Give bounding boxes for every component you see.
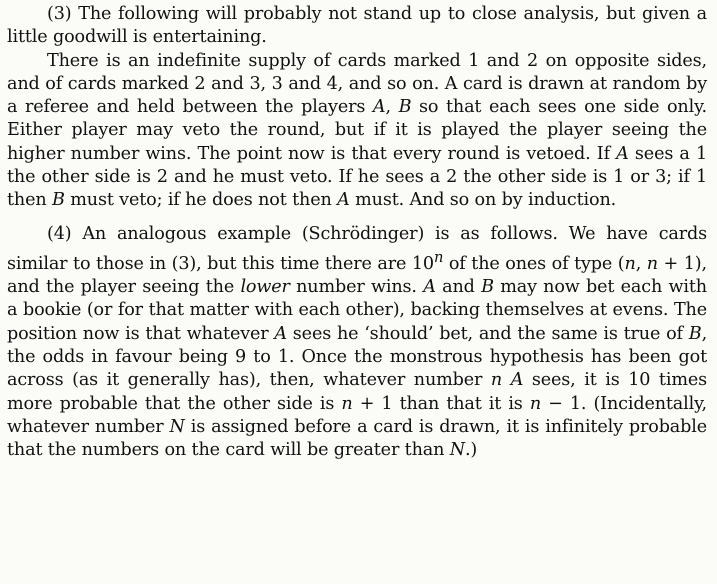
text-run: sees, it is 10 times more probable that the other side is bbox=[7, 370, 707, 414]
italic-math: B bbox=[481, 277, 494, 298]
italic-math: A bbox=[274, 323, 287, 344]
text-run: may now bet each with a bookie (or for that matter with each other), backing themselves at evens. The position now is that whatever bbox=[7, 277, 707, 344]
text-run: and bbox=[435, 277, 482, 298]
italic-math: A bbox=[616, 143, 629, 164]
italic-math: A bbox=[423, 277, 436, 298]
text-run: , bbox=[635, 253, 647, 274]
paragraph-4-body bbox=[7, 223, 707, 463]
italic-math: B bbox=[398, 97, 412, 118]
italic-math: n bbox=[624, 253, 636, 274]
italic-math: N bbox=[449, 440, 465, 461]
italic-math: A bbox=[337, 190, 350, 211]
text-run: − 1. (Incidentally, whatever number bbox=[7, 393, 707, 437]
text-run: .) bbox=[464, 440, 478, 461]
italic-math: n bbox=[341, 393, 353, 414]
paragraph-3-body bbox=[7, 50, 707, 213]
text-run: is assigned before a card is drawn, it is infinitely probable that the numbers on the card will be greater than bbox=[7, 416, 707, 461]
text-run: There is an indefinite supply of cards marked 1 and 2 on opposite sides, and of cards marked 2 and 3, 3 and 4, and so on. A card is drawn at random by a referee and held between the players bbox=[7, 50, 707, 118]
text-run: sees a 1 the other side is 2 and he must veto. If he sees a 2 the other side is 1 or 3; if 1 then bbox=[7, 143, 707, 211]
text-run: , the odds in favour being 9 to 1. Once the monstrous hypothesis has been got across (as it generally has), then, whatever number bbox=[7, 323, 708, 391]
italic-math: N bbox=[169, 416, 185, 437]
italic-math: A bbox=[372, 97, 386, 118]
superscript-exponent: n bbox=[433, 248, 444, 266]
text-run: must veto; if he does not then bbox=[64, 190, 338, 211]
text-run bbox=[502, 370, 511, 390]
paragraph-3-intro bbox=[7, 3, 707, 50]
text-run: so that each sees one side only. Either player may veto the round, but if it is played the player seeing the higher number wins. The point now is that every round is vetoed. If bbox=[7, 97, 707, 164]
italic-math: A bbox=[510, 370, 524, 391]
text-run: + 1), and the player seeing the bbox=[7, 253, 707, 298]
italic-math: n bbox=[490, 370, 503, 391]
text-run: (4) An analogous example (Schrödinger) is as follows. We have cards similar to those in (3), but this time there are 10 bbox=[7, 223, 707, 274]
italic-math: n bbox=[529, 393, 541, 414]
italic-math: n bbox=[646, 253, 658, 274]
text-run: of the ones of type ( bbox=[443, 253, 625, 274]
text-run: + 1 than that it is bbox=[352, 393, 530, 414]
italic-math: B bbox=[52, 190, 65, 211]
italic-math: B bbox=[688, 323, 702, 344]
document-page bbox=[7, 3, 707, 463]
text-run: number wins. bbox=[289, 277, 424, 298]
text-run: sees he ‘should’ bet, and the same is true of bbox=[286, 323, 689, 344]
text-run: , bbox=[385, 97, 399, 118]
italic-math: lower bbox=[240, 277, 290, 298]
text-run: must. And so on by induction. bbox=[349, 190, 617, 211]
text-run: (3) The following will probably not stand up to close analysis, but given a little goodwill is entertaining. bbox=[7, 4, 707, 48]
